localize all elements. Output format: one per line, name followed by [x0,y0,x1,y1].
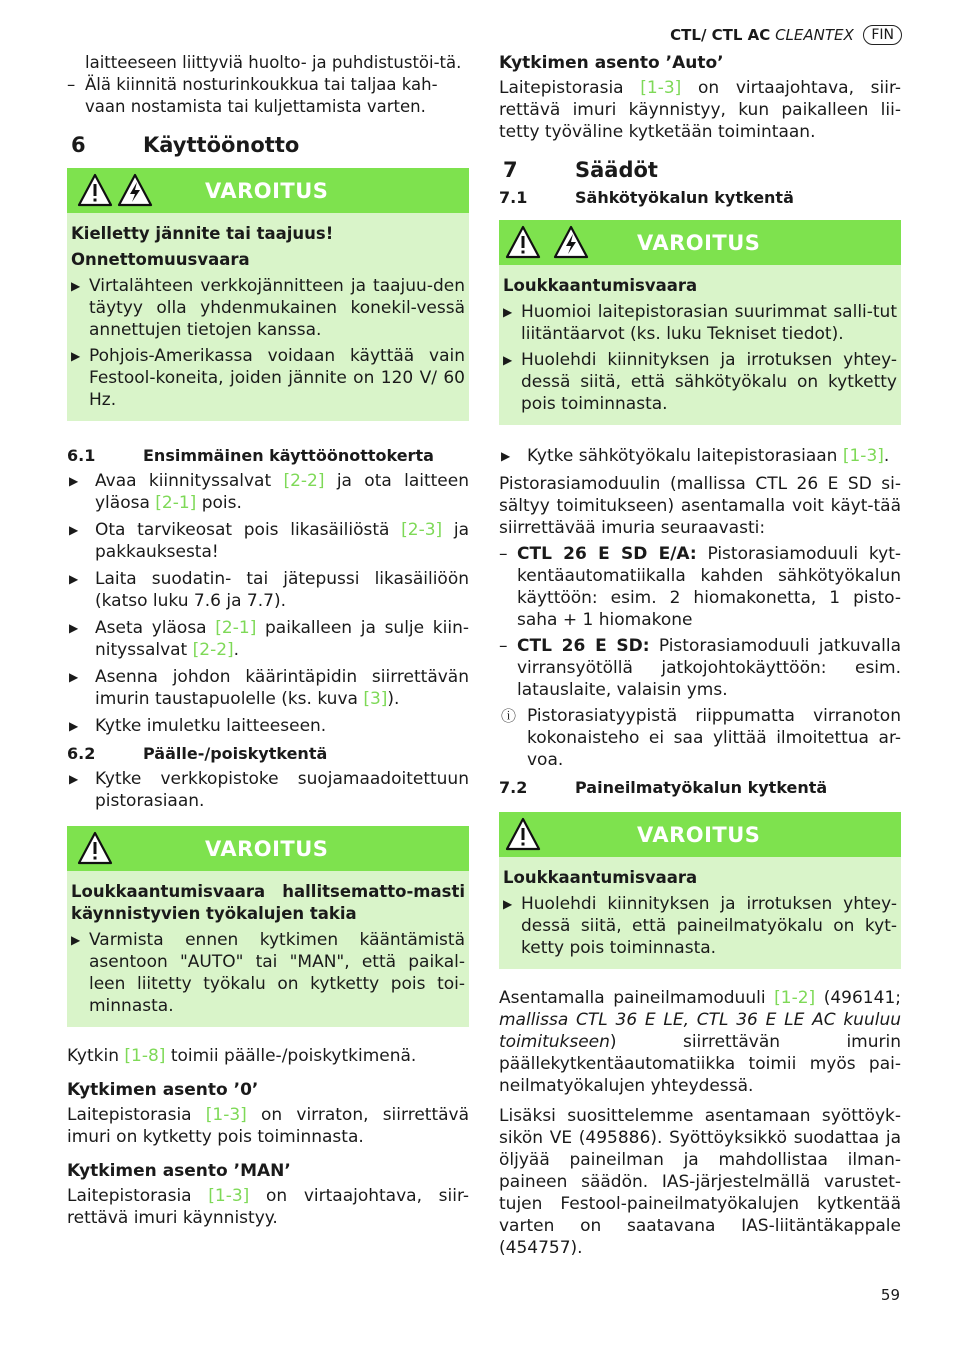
warning-title: VAROITUS [205,836,329,861]
section-number: 6.1 [67,446,96,465]
right-column [499,52,901,1259]
switch-position-0-title: Kytkimen asento ’0’ [67,1080,259,1100]
dash-text: CTL 26 E SD E/A: Pistorasiamoduuli kyt-kentäautomatiikalla kahden sähkötyökalun käyttöön: esim. 2 hiomakonetta, 1 pisto-saha + 1 hiomakone [517,544,901,630]
page-number: 59 [880,1286,900,1304]
warning-box-compressed-air [499,812,901,969]
section-number: 7 [503,158,518,182]
warning-body [499,857,901,969]
warning-subheading: Onnettomuusvaara [71,250,250,269]
supply-unit-paragraph: Lisäksi suosittelemme asentamaan syöttöyk-sikön VE (495886). Syöttöyksikkö suodattaa ja öljyää paineilman ja mahdollistaa ilman-paineen säädön. IAS-järjestelmällä varustet-tujen Festool-paineilmatyökalujen kytkentää varten on saatavana IAS-liitäntäkappale (454757). [499,1106,901,1258]
warning-box-startup [67,826,469,1027]
warning-heading: Loukkaantumisvaara [503,868,698,887]
dash-mark: – [499,636,508,656]
info-icon: ⓘ [501,707,517,725]
warning-header [67,168,469,213]
step-item [499,445,901,467]
electric-hazard-icon [553,225,589,259]
bullet-arrow-icon: ▶ [71,933,81,947]
warning-body [499,265,901,425]
warning-bullet [503,301,897,345]
warning-title: VAROITUS [637,230,761,255]
left-column [67,52,469,1229]
section-number: 6 [71,133,86,157]
warning-body [67,871,469,1027]
dash-mark: – [67,75,76,94]
figure-reference: [1-3] [842,446,884,466]
bullet-arrow-icon: ▶ [69,572,79,586]
step-item [67,617,469,661]
switch-position-man-text: Laitepistorasia [1-3] on virtaajohtava, siir-rettävä imuri käynnistyy. [67,1186,469,1228]
warning-box-power-tool [499,220,901,425]
figure-reference: [2-3] [401,520,443,540]
bullet-arrow-icon: ▶ [69,523,79,537]
step-text: Kytke sähkötyökalu laitepistorasiaan [1-3]. [527,446,890,466]
step-text: Aseta yläosa [2-1] paikalleen ja sulje kiin-nityssalvat [2-2]. [95,618,469,660]
bullet-text: Pohjois-Amerikassa voidaan käyttää vain Festool-koneita, joiden jännite on 120 V/ 60 Hz. [89,346,465,410]
section-title: Ensimmäinen käyttöönottokerta [143,446,434,465]
warning-header [499,220,901,265]
switch-position-auto-text: Laitepistorasia [1-3] on virtaajohtava, siir-rettävä imuri käynnistyy, kun paikalleen lii-tetty työväline kytketään toimintaan. [499,78,901,142]
step-text: Ota tarvikeosat pois likasäiliöstä [2-3] ja pakkauksesta! [95,520,469,562]
section-title: Sähkötyökalun kytkentä [575,188,794,207]
header-model: CTL/ CTL AC [670,26,771,44]
section-6-1-heading [67,445,469,466]
bullet-arrow-icon: ▶ [71,349,81,363]
switch-position-0-text: Laitepistorasia [1-3] on virraton, siirrettävä imuri on kytketty pois toiminnasta. [67,1105,469,1147]
bullet-text: Huomioi laitepistorasian suurimmat salli-tut liitäntäarvot (ks. luku Tekniset tiedot). [521,302,897,344]
bullet-arrow-icon: ▶ [69,670,79,684]
warning-heading: Loukkaantumisvaara hallitsematto-masti käynnistyvien työkalujen takia [71,882,465,923]
figure-reference: [1-3] [640,78,682,98]
section-title: Paineilmatyökalun kytkentä [575,778,828,797]
step-text: Asenna johdon käärintäpidin siirrettävän imurin taustapuolelle (ks. kuva [3]). [95,667,469,709]
section-number: 6.2 [67,744,96,763]
warning-header [499,812,901,857]
warning-title: VAROITUS [637,822,761,847]
bullet-arrow-icon: ▶ [71,279,81,293]
bullet-arrow-icon: ▶ [69,719,79,733]
switch-position-auto-title: Kytkimen asento ’Auto’ [499,53,724,73]
warning-bullet [503,893,897,959]
bullet-arrow-icon: ▶ [69,621,79,635]
step-item [67,519,469,563]
bullet-arrow-icon: ▶ [503,897,513,911]
bullet-arrow-icon: ▶ [501,449,511,463]
section-number: 7.1 [499,188,528,207]
dash-text: CTL 26 E SD: Pistorasiamoduuli jatkuvalla virransyötöllä jatkojohtokäyttöön: esim. latauslaite, valaisin yms. [517,636,901,700]
switch-position-man-title: Kytkimen asento ’MAN’ [67,1161,291,1181]
step-item [67,715,469,737]
intro-dash-item [67,74,469,118]
warning-bullet [71,929,465,1017]
warning-header [67,826,469,871]
section-7-1-heading [499,187,901,208]
warning-bullet [71,275,465,341]
step-item [67,666,469,710]
warning-body [67,213,469,421]
warning-bullet [503,349,897,415]
section-title: Käyttöönotto [143,133,300,157]
socket-module-paragraph: Pistorasiamoduulin (mallissa CTL 26 E SD si-sältyy toimitukseen) asentamalla voit käyt-tää siirrettävää imuria seuraavasti: [499,474,901,538]
figure-reference: [3] [363,689,388,709]
figure-reference: [1-8] [124,1046,166,1066]
section-6-2-heading [67,743,469,764]
warning-triangle-icon [505,225,541,259]
bullet-arrow-icon: ▶ [69,474,79,488]
language-badge: FIN [863,25,902,45]
warning-bullet [71,345,465,411]
info-text: Pistorasiatyypistä riippumatta virranoton kokonaisteho ei saa ylittää ilmoitettua ar-voa. [527,706,901,770]
bullet-arrow-icon: ▶ [503,305,513,319]
section-title: Päälle-/poiskytkentä [143,744,328,763]
warning-heading: Kielletty jännite tai taajuus! [71,224,334,243]
figure-reference: [2-1] [215,618,257,638]
intro-dash-text: Älä kiinnitä nosturinkoukkua tai taljaa kah-vaan nostamista tai kuljettamista varten. [85,75,438,116]
switch-paragraph: Kytkin [1-8] toimii päälle-/poiskytkimenä. [67,1046,417,1066]
header-model-italic: CLEANTEX [775,26,854,44]
bullet-text: Varmista ennen kytkimen kääntämistä asentoon "AUTO" tai "MAN", että paikal-leen liitetty työkalu on kytketty pois toi-minnasta. [89,930,465,1016]
warning-title: VAROITUS [205,178,329,203]
dash-item [499,635,901,701]
figure-reference: [2-2] [283,471,325,491]
step-text: Laita suodatin- tai jätepussi likasäiliöön (katso luku 7.6 ja 7.7). [95,569,469,611]
warning-triangle-icon [505,817,541,851]
dash-item [499,543,901,631]
compressed-air-paragraph: Asentamalla paineilmamoduuli [1-2] (496141; mallissa CTL 36 E LE, CTL 36 E LE AC kuuluu toimitukseen) siirrettävän imurin päällekytkentäautomatiikka toimii myös pai-neilmatyökalujen yhteydessä. [499,988,901,1096]
step-item [67,568,469,612]
section-number: 7.2 [499,778,528,797]
warning-heading: Loukkaantumisvaara [503,276,698,295]
page-header [640,24,902,46]
section-7-2-heading [499,777,901,798]
section-title: Säädöt [575,158,658,182]
intro-text: laitteeseen liittyviä huolto- ja puhdistustöi-tä. [85,53,462,72]
figure-reference: [1-3] [208,1186,250,1206]
step-item [67,470,469,514]
info-note [499,705,901,771]
step-text: Kytke verkkopistoke suojamaadoitettuun pistorasiaan. [95,769,469,811]
bullet-text: Huolehdi kiinnityksen ja irrotuksen yhtey-dessä siitä, että sähkötyökalu on kytketty pois toiminnasta. [521,350,897,414]
bullet-text: Huolehdi kiinnityksen ja irrotuksen yhtey-dessä siitä, että paineilmatyökalu on kyt-ketty pois toiminnasta. [521,894,897,958]
step-text: Kytke imuletku laitteeseen. [95,716,327,736]
bullet-arrow-icon: ▶ [503,353,513,367]
dash-mark: – [499,544,508,564]
section-7-heading [499,157,901,183]
section-6-heading [67,132,469,158]
warning-triangle-icon [77,173,113,207]
step-text: Avaa kiinnityssalvat [2-2] ja ota laitteen yläosa [2-1] pois. [95,471,469,513]
figure-reference: [2-1] [155,493,197,513]
figure-reference: [1-2] [774,988,816,1008]
electric-hazard-icon [117,173,153,207]
figure-reference: [1-3] [205,1105,247,1125]
warning-triangle-icon [77,831,113,865]
figure-reference: [2-2] [192,640,234,660]
bullet-text: Virtalähteen verkkojännitteen ja taajuu-den täytyy olla yhdenmukainen konekil-vessä annettujen tietojen kanssa. [89,276,465,340]
bullet-arrow-icon: ▶ [69,772,79,786]
warning-box-voltage [67,168,469,421]
step-item [67,768,469,812]
